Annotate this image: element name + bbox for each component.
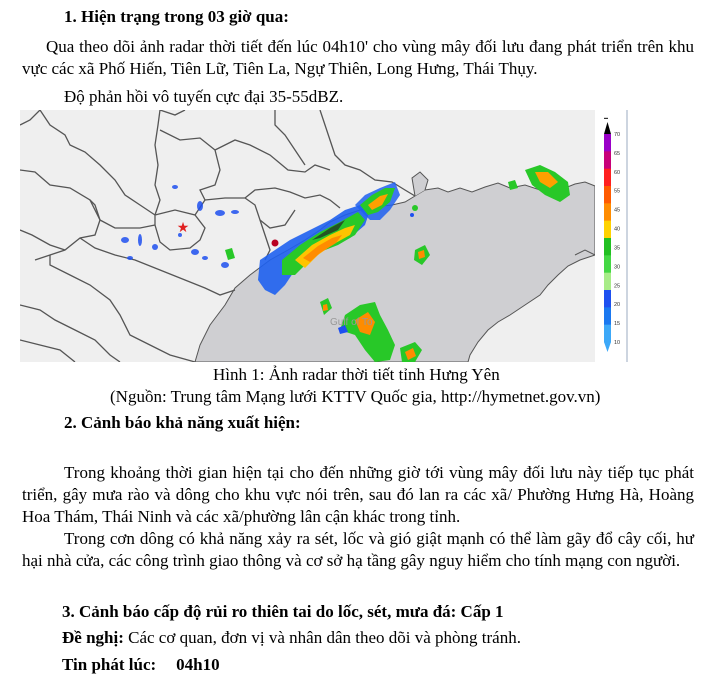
- legend-panel: [595, 110, 630, 362]
- section2-heading: 2. Cảnh báo khả năng xuất hiện:: [64, 413, 301, 432]
- section2-para2-line1: Trong cơn dông có khả năng xảy ra sét, lốc và gió giật mạnh có thể làm gãy đổ cây cối, hư: [64, 529, 694, 548]
- colorbar-segment: [604, 307, 611, 325]
- colorbar-tick-label: 30: [614, 264, 621, 271]
- colorbar-segment: [604, 169, 611, 187]
- issued-label: Tin phát lúc:: [62, 655, 157, 674]
- colorbar-tick-label: 35: [614, 245, 621, 252]
- issued-time-row: [62, 654, 220, 676]
- section2-para1-line3: Hoa Thám, Thái Ninh và các xã/phường lân cận khác trong tỉnh.: [22, 507, 461, 526]
- svg-text:▬: ▬: [604, 115, 608, 120]
- figure-source: (Nguồn: Trung tâm Mạng lưới KTTV Quốc gia, http://hymetnet.gov.vn): [110, 387, 601, 406]
- section1-para1-line1: Qua theo dõi ảnh radar thời tiết đến lúc 04h10' cho vùng mây đối lưu đang phát triển trên khu: [46, 37, 694, 56]
- colorbar-tick-label: 10: [614, 340, 621, 346]
- recommend-text: Các cơ quan, đơn vị và nhân dân theo dõi và phòng tránh.: [123, 628, 521, 647]
- section3-heading: 3. Cảnh báo cấp độ rủi ro thiên tai do lốc, sét, mưa đá: Cấp 1: [62, 602, 504, 621]
- radar-map: [20, 110, 630, 362]
- colorbar-segment: [604, 151, 611, 169]
- section1-para1-line2: vực các xã Phố Hiến, Tiên Lữ, Tiên La, Ngự Thiên, Long Hưng, Thái Thụy.: [22, 59, 538, 78]
- recommend-label: Đề nghị:: [62, 628, 124, 647]
- colorbar-tick-label: 65: [614, 150, 621, 157]
- section2-para2-line2: hại nhà cửa, các công trình giao thông và cơ sở hạ tầng gây nguy hiểm cho tính mạng con người.: [22, 551, 681, 570]
- colorbar-segment: [604, 238, 611, 256]
- colorbar-segment: [604, 273, 611, 291]
- colorbar-segment: [604, 325, 611, 343]
- colorbar-tick-label: 55: [614, 188, 621, 195]
- section1-heading: 1. Hiện trạng trong 03 giờ qua:: [64, 7, 289, 26]
- map-label-gulf: Gulf of To: [330, 317, 373, 328]
- colorbar-tick-label: 70: [614, 132, 621, 138]
- colorbar-segment: [604, 186, 611, 204]
- figure-caption: Hình 1: Ảnh radar thời tiết tỉnh Hưng Yên: [213, 365, 500, 384]
- colorbar-tick-label: 40: [614, 226, 621, 233]
- section1-para2: Độ phản hồi vô tuyến cực đại 35-55dBZ.: [64, 87, 344, 106]
- location-star-icon: ★: [176, 221, 190, 236]
- location-dot-marker: [272, 240, 279, 247]
- colorbar-tick-label: 45: [614, 207, 621, 214]
- colorbar-tick-label: 60: [614, 169, 621, 176]
- colorbar-tick-label: 25: [614, 283, 621, 290]
- colorbar-segment: [604, 290, 611, 308]
- colorbar-segment: [604, 255, 611, 273]
- colorbar-tick-label: 20: [614, 302, 621, 309]
- section2-para1-line1: Trong khoảng thời gian hiện tại cho đến những giờ tới vùng mây đối lưu này tiếp tục phát: [64, 463, 694, 482]
- colorbar-segment: [604, 203, 611, 221]
- issued-time: 04h10: [176, 655, 220, 674]
- colorbar-segment: [604, 221, 611, 239]
- radar-figure: [20, 110, 630, 362]
- section3-recommendation: [62, 627, 521, 649]
- colorbar-segment: [604, 134, 611, 152]
- colorbar-tick-label: 15: [614, 321, 621, 328]
- section2-para1-line2: triển, gây mưa rào và dông cho khu vực nói trên, sau đó lan ra các xã/ Phường Hưng Hà, Hoàng: [22, 485, 694, 504]
